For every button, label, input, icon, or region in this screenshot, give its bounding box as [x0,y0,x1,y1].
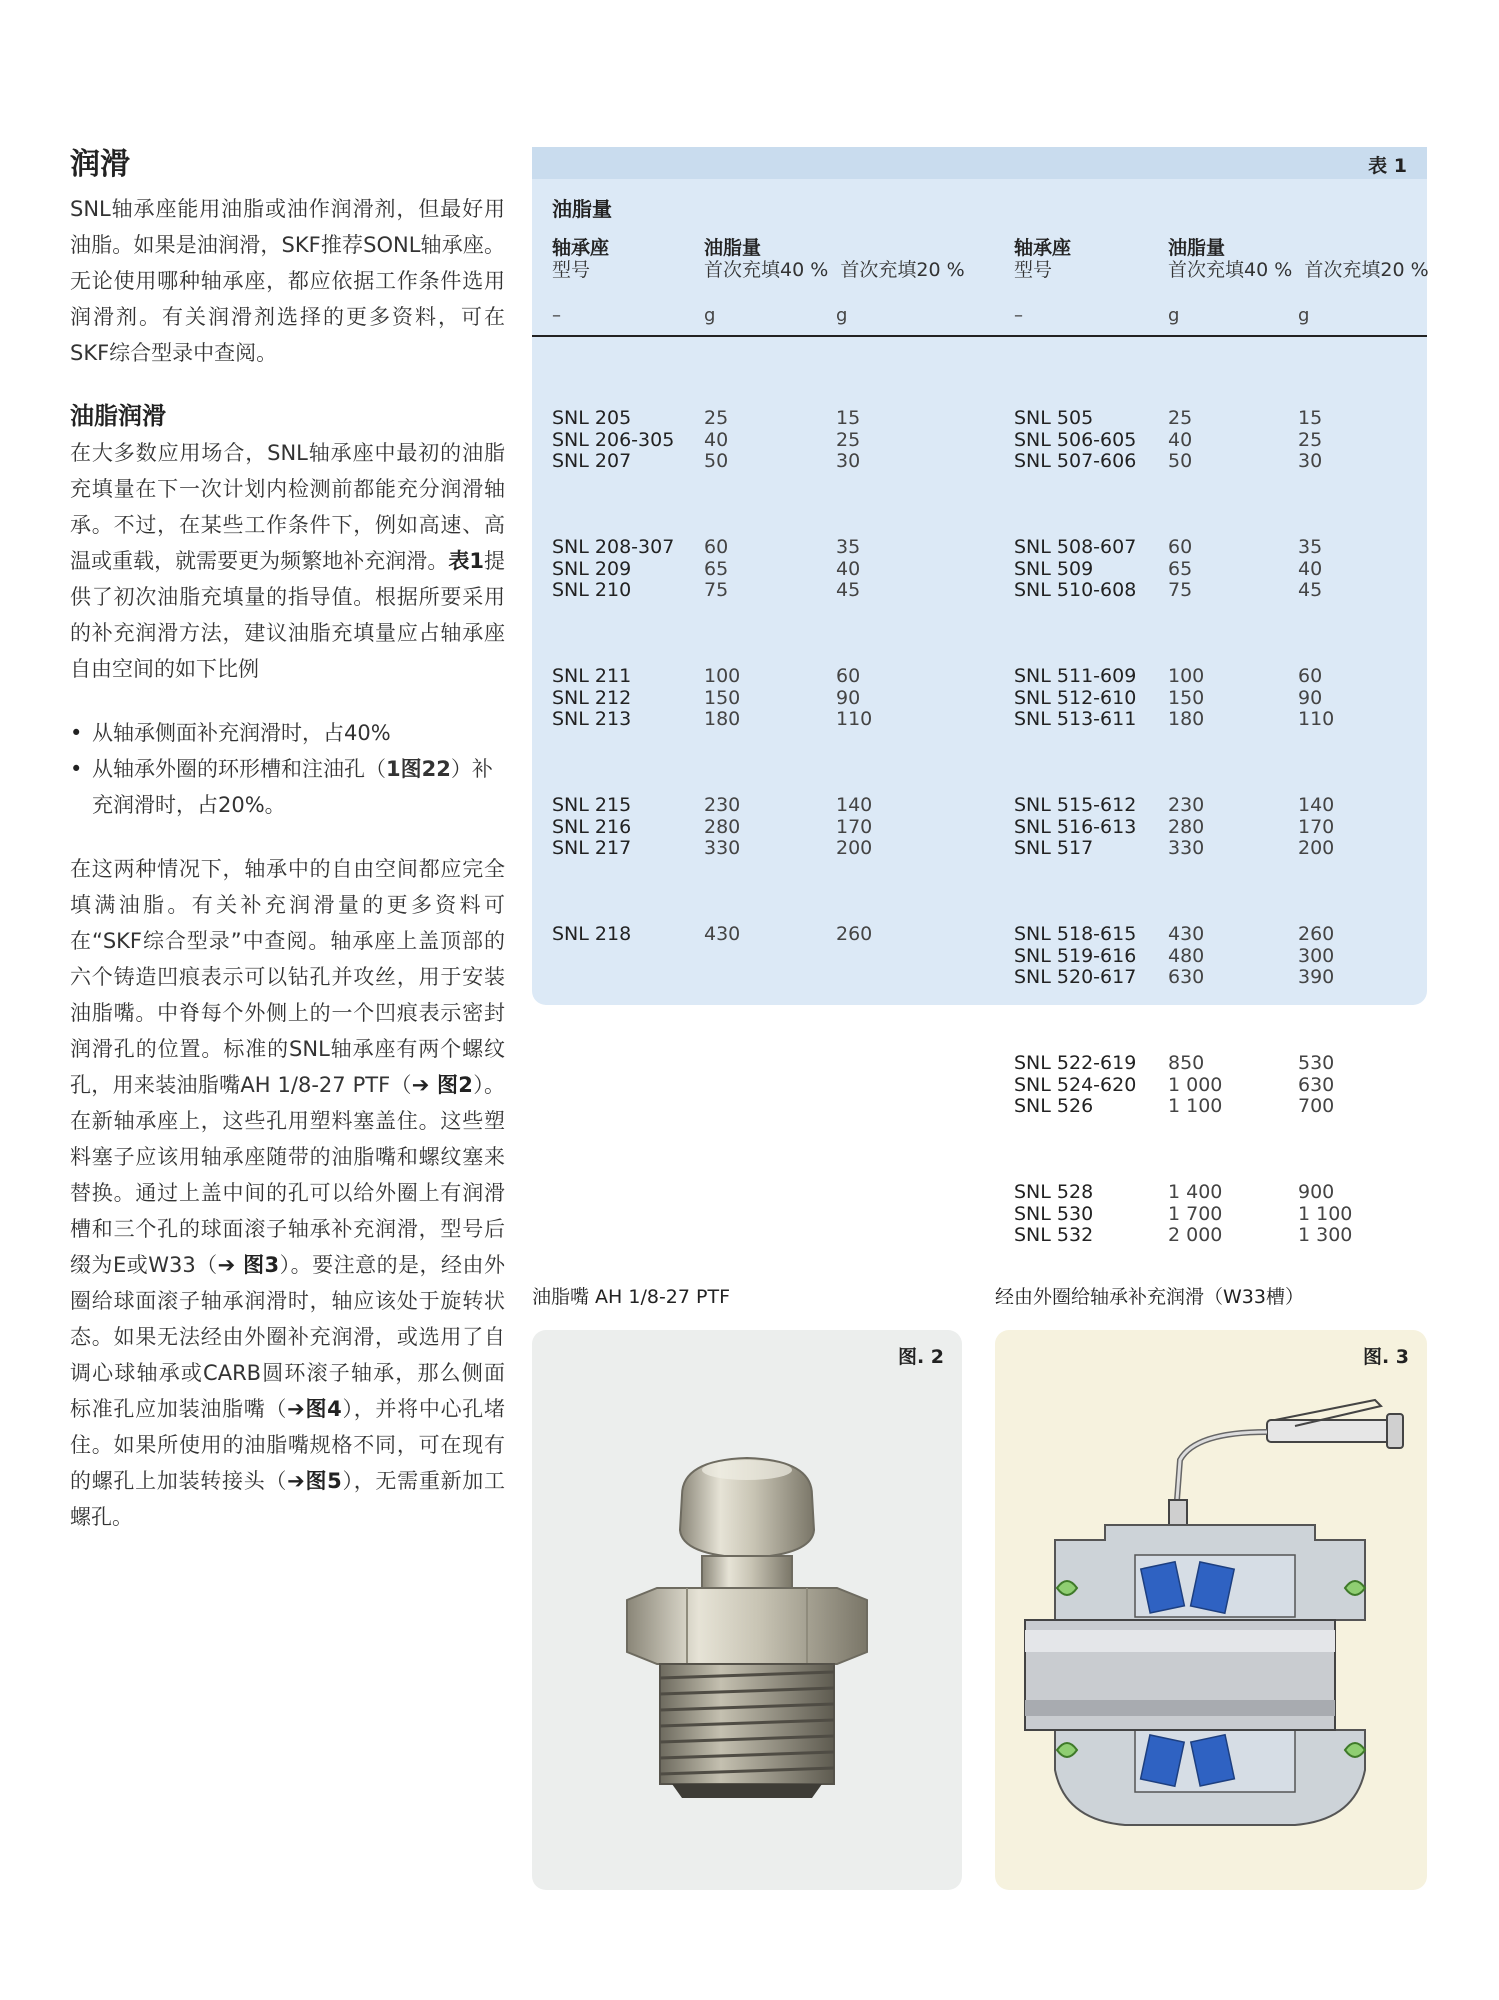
table-cell-group: 260 [836,923,873,945]
para-text: ）。在新轴承座上，这些孔用塑料塞盖住。这些塑料塞子应该用轴承座随带的油脂嘴和螺纹塞来替换。通过上盖中间的孔可以给外圈上有润滑槽和三个孔的球面滚子轴承补充润滑，型号后缀为E或W33（ [70,1073,505,1277]
fig2-grease-nipple [532,1330,962,1890]
header-housing-label: 轴承座 [1014,237,1072,259]
intro-paragraph: SNL轴承座能用油脂或油作润滑剂，但最好用油脂。如果是油润滑，SKF推荐SONL轴承座。无论使用哪种轴承座，都应依据工作条件选用润滑剂。有关润滑剂选择的更多资料，可在SKF综合型录中查阅。 [70,197,505,365]
unit-20: g [836,305,848,326]
table-title: 油脂量 [552,197,612,221]
fig2-tag: 图. 2 [897,1346,944,1368]
figure-reference[interactable]: ➔图5 [287,1469,342,1493]
list-item-text: 从轴承外圈的环形槽和注油孔（ [92,757,386,781]
header-housing-right [1014,237,1071,281]
header-grease-label: 油脂量 [704,237,762,259]
figure-reference[interactable]: ➔ 图3 [217,1253,280,1277]
table-cell-group: 15 25 30 [1298,407,1323,472]
right-40-column [1168,365,1222,1311]
grease-gun [1169,1400,1403,1540]
table-cell-group: 35 40 45 [1298,536,1323,601]
header-housing-sub: 型号 [1014,259,1053,281]
table-cell-group: 15 25 30 [836,407,861,472]
table-tag-bar [532,147,1427,179]
table-cell-group: 60 65 75 [1168,536,1193,601]
table-row-group: SNL 505 SNL 506-605 SNL 507-606 [1014,407,1137,472]
table-row-group: SNL 215 SNL 216 SNL 217 [552,794,632,859]
table-cell-group: 850 1 000 1 100 [1168,1052,1223,1117]
table-row-group: SNL 205 SNL 206-305 SNL 207 [552,407,675,472]
table-cell-group: 1 400 1 700 2 000 [1168,1181,1223,1246]
para-text: 在这两种情况下，轴承中的自由空间都应完全填满油脂。有关补充润滑量的更多资料可在“SKF综合型录”中查阅。轴承座上盖顶部的六个铸造凹痕表示可以钻孔并攻丝，用于安装油脂嘴。中脊每个外侧上的一个凹痕表示密封润滑孔的位置。标准的SNL轴承座有两个螺纹孔，用来装油脂嘴AH 1/8-27 PTF（ [70,857,505,1097]
table-row-group: SNL 508-607 SNL 509 SNL 510-608 [1014,536,1137,601]
table-cell-group: 900 1 100 1 300 [1298,1181,1353,1246]
unit-40: g [704,305,716,326]
table-cell-group: 25 40 50 [704,407,729,472]
header-housing-sub: 型号 [552,259,591,281]
table-cell-group: 430 [704,923,741,945]
list-item: • 从轴承侧面补充润滑时，占40% [70,715,505,751]
relubrication-paragraph [70,851,505,1535]
unit-housing: – [1014,305,1023,326]
table-row-group: SNL 211 SNL 212 SNL 213 [552,665,632,730]
grease-text-a: 在大多数应用场合，SNL轴承座中最初的油脂充填量在下一次计划内检测前都能充分润滑轴承。不过，在某些工作条件下，例如高速、高温或重载，就需要更为频繁地补充润滑。 [70,441,505,573]
grease-quantity-table [532,147,1429,1246]
left-models-column [552,365,674,1010]
fig2-caption: 油脂嘴 AH 1/8-27 PTF [532,1286,731,1308]
table-tag: 表 1 [1368,155,1407,177]
table-row-group: SNL 208-307 SNL 209 SNL 210 [552,536,675,601]
table-cell-group: 140 170 200 [1298,794,1335,859]
left-40-column [704,365,740,1010]
grease-subtitle: 油脂润滑 [70,402,166,430]
table-cell-group: 60 90 110 [836,665,873,730]
table-cell-group: 530 630 700 [1298,1052,1335,1117]
left-20-column [836,365,872,1010]
table-reference[interactable]: 表1 [448,549,484,573]
table-cell-group: 260 300 390 [1298,923,1335,988]
header-housing-left [552,237,609,281]
figure-reference[interactable]: ➔图4 [287,1397,342,1421]
fig3-tag: 图. 3 [1362,1346,1409,1368]
unit-40: g [1168,305,1180,326]
table-cell-group: 60 65 75 [704,536,729,601]
header-grease-sub: 首次充填40 % 首次充填20 % [704,259,965,281]
header-grease-sub: 首次充填40 % 首次充填20 % [1168,259,1429,281]
housing-cross-section-illustration [995,1330,1427,1890]
table-row-group: SNL 528 SNL 530 SNL 532 [1014,1181,1094,1246]
table-cell-group: 100 150 180 [704,665,741,730]
header-grease-left [704,237,965,281]
fill-ratio-list [70,715,505,823]
grease-paragraph [70,435,505,687]
lubrication-section [70,145,505,1535]
fig3-housing-section [995,1330,1427,1890]
right-20-column [1298,365,1352,1311]
fig3-caption: 经由外圈给轴承补充润滑（W33槽） [995,1286,1304,1308]
table-cell-group: 100 150 180 [1168,665,1205,730]
table-cell-group: 430 480 630 [1168,923,1205,988]
unit-housing: – [552,305,561,326]
unit-20: g [1298,305,1310,326]
table-row-group: SNL 522-619 SNL 524-620 SNL 526 [1014,1052,1137,1117]
para-text: ），无需重新加工螺孔。 [70,1469,505,1529]
table-cell-group: 35 40 45 [836,536,861,601]
table-row-group: SNL 515-612 SNL 516-613 SNL 517 [1014,794,1137,859]
table-row-group: SNL 511-609 SNL 512-610 SNL 513-611 [1014,665,1137,730]
header-grease-label: 油脂量 [1168,237,1226,259]
table-cell-group: 230 280 330 [1168,794,1205,859]
para-text: ）。要注意的是，经由外圈给球面滚子轴承润滑时，轴应该处于旋转状态。如果无法经由外圈补充润滑，或选用了自调心球轴承或CARB圆环滚子轴承，那么侧面标准孔应加装油脂嘴（ [70,1253,505,1421]
right-models-column [1014,365,1136,1311]
figure-reference[interactable]: ➔ 图2 [411,1073,473,1097]
header-grease-right [1168,237,1429,281]
para-text: ），并将中心孔堵住。如果所使用的油脂嘴规格不同，可在现有的螺孔上加装转接头（ [70,1397,505,1493]
table-row-group: SNL 218 [552,923,632,945]
table-row-group: SNL 518-615 SNL 519-616 SNL 520-617 [1014,923,1137,988]
table-cell-group: 140 170 200 [836,794,873,859]
table-cell-group: 230 280 330 [704,794,741,859]
header-housing-label: 轴承座 [552,237,610,259]
table-cell-group: 60 90 110 [1298,665,1335,730]
section-title: 润滑 [70,147,130,182]
table-cell-group: 25 40 50 [1168,407,1193,472]
grease-nipple-illustration [532,1330,962,1890]
list-item [70,751,505,823]
list-item-text: ）补充润滑时，占20%。 [92,757,493,817]
figure-reference[interactable]: 1图22 [386,757,451,781]
header-rule [532,335,1427,337]
grease-text-b: 提供了初次油脂充填量的指导值。根据所要采用的补充润滑方法，建议油脂充填量应占轴承座自由空间的如下比例 [70,549,506,681]
